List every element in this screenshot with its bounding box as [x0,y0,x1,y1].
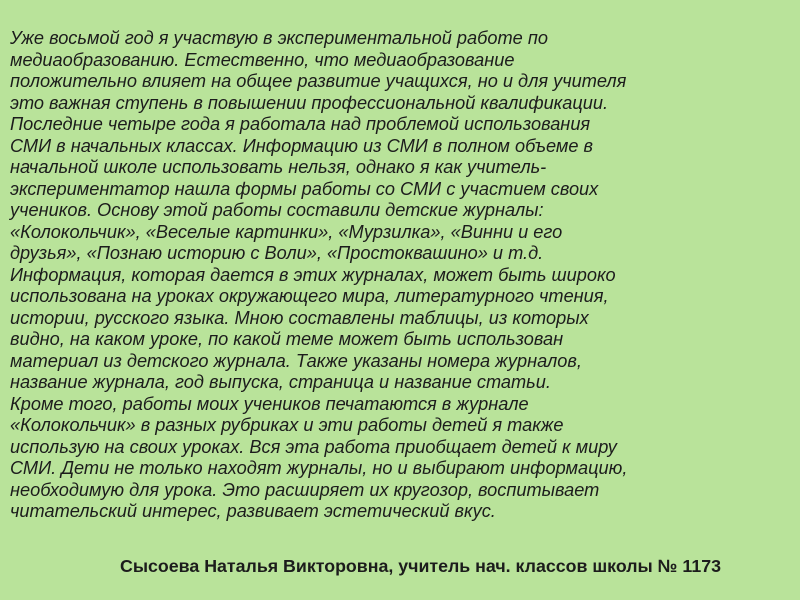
text-line: необходимую для урока. Это расширяет их кругозор, воспитывает [10,479,600,500]
text-line: истории, русского языка. Мною составлены таблицы, из которых [10,307,589,328]
text-line: СМИ. Дети не только находят журналы, но и выбирают информацию, [10,458,628,478]
text-line: друзья», «Познаю историю с Воли», «Простоквашино» и т.д. [10,243,544,263]
paragraph-1 [10,28,792,394]
text-line: СМИ в начальных классах. Информацию из СМИ в полном объеме в [10,135,594,156]
text-line: название журнала, год выпуска, страница и название статьи. [10,372,551,392]
text-line: Последние четыре года я работала над проблемой использования [10,114,591,134]
text-line: экспериментатор нашла формы работы со СМИ с участием своих [10,178,599,199]
text-line: «Колокольчик», «Веселые картинки», «Мурзилка», «Винни и его [10,221,563,242]
text-line: видно, на каком уроке, по какой теме может быть использован [10,329,564,349]
text-line: Кроме того, работы моих учеников печатаются в журнале [10,393,529,414]
text-line: использована на уроках окружающего мира, литературного чтения, [10,286,609,306]
text-line: использую на своих уроках. Вся эта работа приобщает детей к миру [10,436,617,457]
text-line: учеников. Основу этой работы составили детские журналы: [10,200,544,220]
text-line: начальной школе использовать нельзя, однако я как учитель- [10,157,547,177]
text-line: читательский интерес, развивает эстетический вкус. [10,501,496,521]
slide-body [10,28,792,523]
text-line: Информация, которая дается в этих журналах, может быть широко [10,264,616,285]
author-signature: Сысоева Наталья Викторовна, учитель нач. классов школы № 1173 [120,556,722,576]
text-line: это важная ступень в повышении профессиональной квалификации. [10,92,609,113]
text-line: Уже восьмой год я участвую в экспериментальной работе по [10,28,548,48]
text-line: медиаобразованию. Естественно, что медиаобразование [10,49,515,70]
paragraph-2 [10,394,792,523]
text-line: «Колокольчик» в разных рубриках и эти работы детей я также [10,415,564,435]
text-line: материал из детского журнала. Также указаны номера журналов, [10,350,582,371]
text-line: положительно влияет на общее развитие учащихся, но и для учителя [10,71,627,91]
